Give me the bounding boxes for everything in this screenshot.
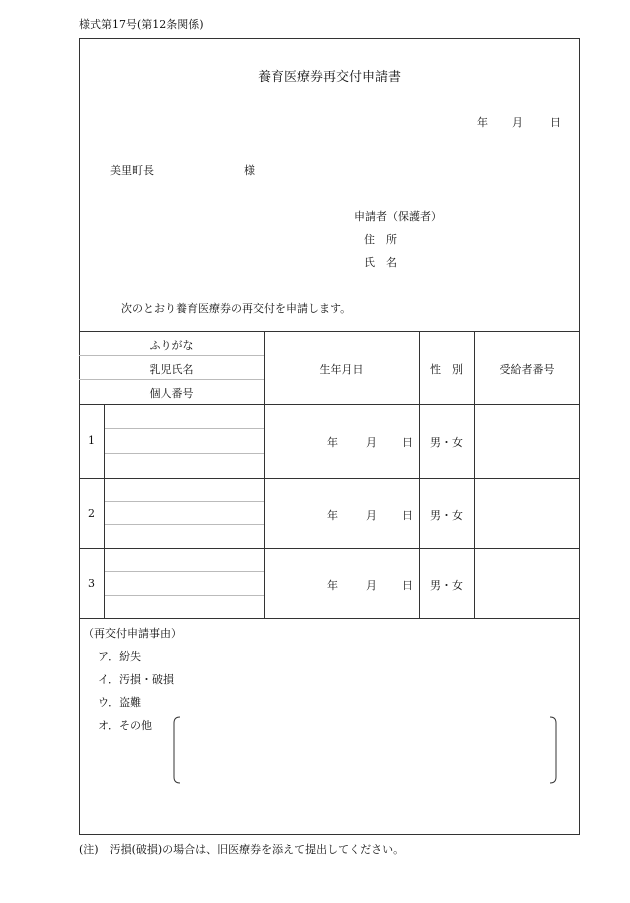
row-number: 2 (88, 507, 95, 520)
addressee-honorific: 様 (244, 164, 255, 177)
row-number: 3 (88, 577, 95, 590)
row-number: 1 (88, 434, 95, 447)
applicant-label: 申請者（保護者） (354, 210, 442, 223)
addressee-name: 美里町長 (110, 164, 154, 177)
reason-item: ウ．盗難 (98, 696, 142, 709)
footnote: (注) 汚損(破損)の場合は、旧医療券を添えて提出してください。 (79, 843, 405, 856)
bracket-left (170, 715, 184, 785)
reasons-heading: （再交付申請事由） (83, 627, 182, 640)
row-sex: 男・女 (430, 436, 463, 449)
row-birth-day: 日 (402, 579, 413, 592)
row-birth-year: 年 (327, 436, 338, 449)
header-recipient-number: 受給者番号 (499, 363, 555, 376)
table-bottom-line (79, 618, 580, 619)
row-birth-year: 年 (327, 509, 338, 522)
date-day: 日 (550, 116, 561, 129)
request-text: 次のとおり養育医療券の再交付を申請します。 (121, 302, 352, 315)
row-birth-month: 月 (366, 436, 377, 449)
row-birth-month: 月 (366, 579, 377, 592)
header-child-name: 乳児氏名 (149, 363, 194, 376)
row-birth-day: 日 (402, 509, 413, 522)
applicant-address-label: 住 所 (364, 233, 397, 246)
header-birthdate: 生年月日 (319, 363, 364, 376)
header-personal-number: 個人番号 (149, 387, 194, 400)
bracket-right (546, 715, 560, 785)
table-top-line (79, 331, 580, 332)
reason-item: ア．紛失 (98, 650, 142, 663)
form-title: 養育医療券再交付申請書 (257, 70, 401, 85)
reason-item: オ．その他 (98, 719, 153, 732)
date-month: 月 (512, 116, 523, 129)
row-sex: 男・女 (430, 579, 463, 592)
row-birth-day: 日 (402, 436, 413, 449)
header-sex: 性 別 (430, 363, 463, 376)
applicant-name-label: 氏 名 (364, 256, 397, 269)
row-birth-month: 月 (366, 509, 377, 522)
date-year: 年 (477, 116, 488, 129)
form-number: 様式第17号(第12条関係) (79, 18, 204, 31)
row-sex: 男・女 (430, 509, 463, 522)
header-furigana: ふりがな (149, 339, 194, 352)
row-birth-year: 年 (327, 579, 338, 592)
reason-item: イ．汚損・破損 (98, 673, 175, 686)
